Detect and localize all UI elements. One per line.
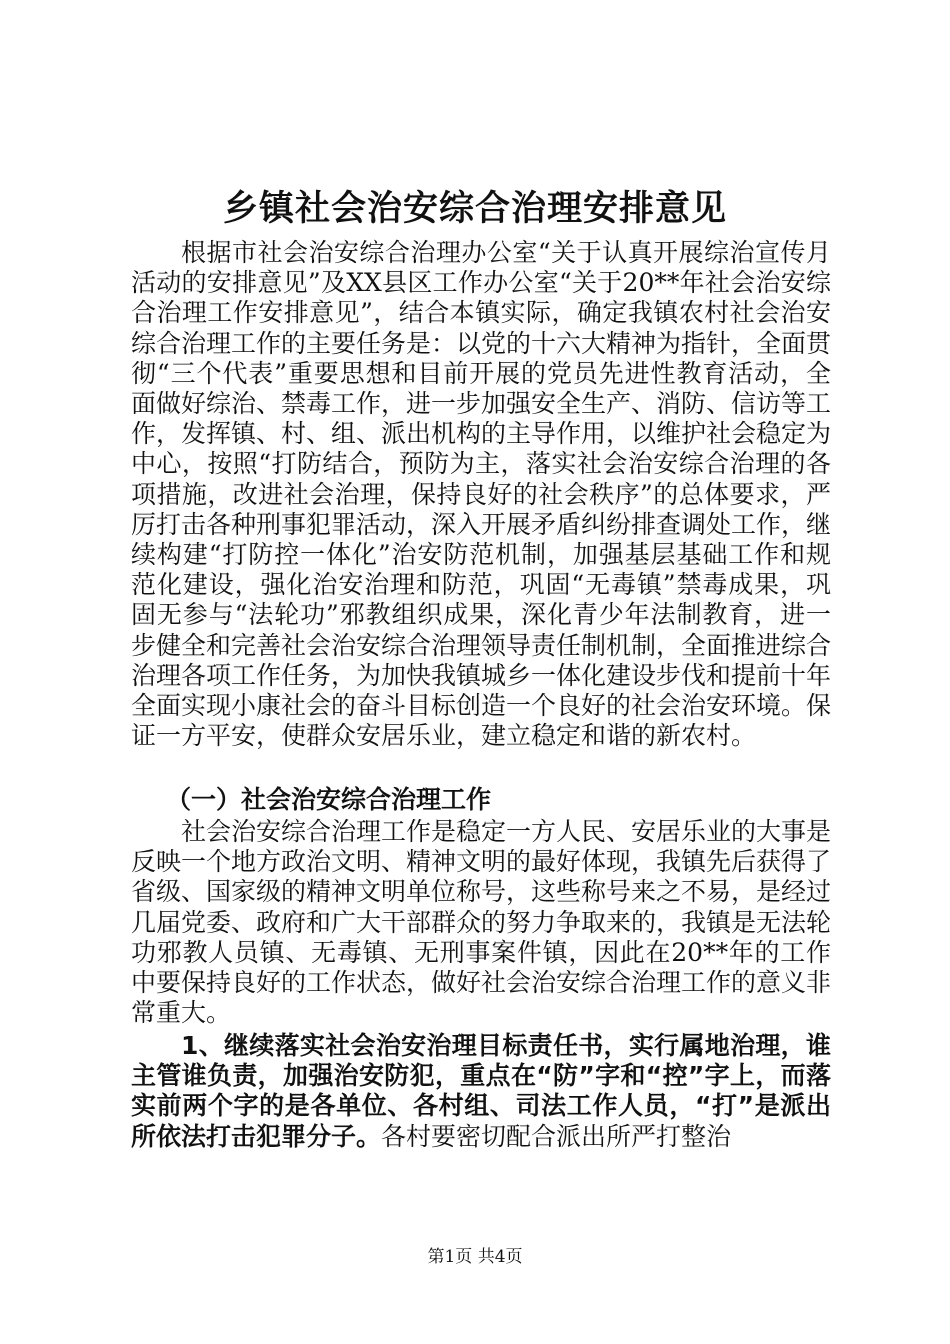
document-title: 乡镇社会治安综合治理安排意见 bbox=[222, 188, 727, 229]
section-heading: （一）社会治安综合治理工作 bbox=[166, 785, 492, 814]
paragraph-section-overview: 社会治安综合治理工作是稳定一方人民、安居乐业的大事是反映一个地方政治文明、精神文明的最好体现，我镇先后获得了省级、国家级的精神文明单位称号，这些称号来之不易，是经过几届党委、政府和广大干部群众的努力争取来的，我镇是无法轮功邪教人员镇、无毒镇、无刑事案件镇，因此在20**年的工作中要保持良好的工作状态，做好社会治安综合治理工作的意义非常重大。 bbox=[131, 817, 832, 1028]
page-footer: 第1页 共4页 bbox=[427, 1247, 523, 1267]
paragraph-intro: 根据市社会治安综合治理办公室“关于认真开展综治宣传月活动的安排意见”及XX县区工作办公室“关于20**年社会治安综合治理工作安排意见”，结合本镇实际，确定我镇农村社会治安综合治理工作的主要任务是：以党的十六大精神为指针，全面贯彻“三个代表”重要思想和目前开展的党员先进性教育活动，全面做好综治、禁毒工作，进一步加强安全生产、消防、信访等工作，发挥镇、村、组、派出机构的主导作用，以维护社会稳定为中心，按照“打防结合，预防为主，落实社会治安综合治理的各项措施，改进社会治理，保持良好的社会秩序”的总体要求，严厉打击各种刑事犯罪活动，深入开展矛盾纠纷排查调处工作，继续构建“打防控一体化”治安防范机制，加强基层基础工作和规范化建设，强化治安治理和防范，巩固“无毒镇”禁毒成果，巩固无参与“法轮功”邪教组织成果，深化青少年法制教育，进一步健全和完善社会治安综合治理领导责任制机制，全面推进综合治理各项工作任务，为加快我镇城乡一体化建设步伐和提前十年全面实现小康社会的奋斗目标创造一个良好的社会治安环境。保证一方平安，使群众安居乐业，建立稳定和谐的新农村。 bbox=[131, 238, 832, 751]
paragraph-item-1 bbox=[131, 1031, 831, 1152]
item-1-bold-text: 1、继续落实社会治安治理目标责任书，实行属地治理，谁主管谁负责，加强治安防犯，重点在“防”字和“控”字上，而落实前两个字的是各单位、各村组、司法工作人员，“打”是派出所依法打击犯罪分子。 bbox=[131, 1031, 831, 1151]
item-1-regular-text: 各村要密切配合派出所严打整治 bbox=[381, 1121, 732, 1151]
